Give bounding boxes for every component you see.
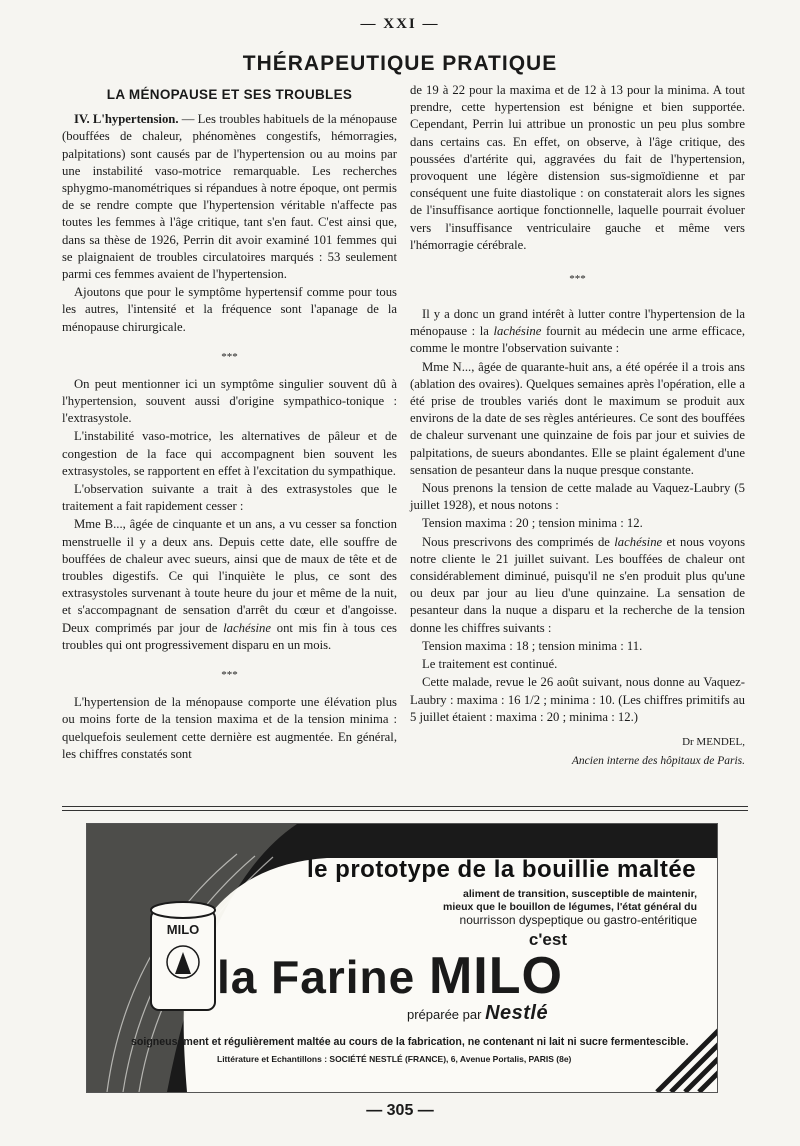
paragraph: Ajoutons que pour le symptôme hypertensif comme pour tous les autres, l'intensité et la fréquence sont l'apanage de la ménopause chirurgicale. xyxy=(62,285,397,334)
paragraph: L'observation suivante a trait à des extrasystoles que le traitement a fait rapidement cesser : xyxy=(62,482,397,514)
paragraph: Tension maxima : 20 ; tension minima : 12. xyxy=(422,516,643,531)
paragraph: L'hypertension de la ménopause comporte une élévation plus ou moins forte de la tension maxima et de la tension minima : quelquefois seulement cette dernière est augmentée. En général, les chiffres constatés sont xyxy=(62,695,397,761)
paragraph xyxy=(410,306,745,358)
prepared-by-label: préparée par xyxy=(407,1007,486,1022)
paragraph: Le traitement est continué. xyxy=(422,657,558,672)
paragraph: L'instabilité vaso-motrice, les alternatives de pâleur et de congestion de la face qui accompagnent bien souvent les extrasystoles, se rapportent en effet à l'excitation du sympathique. xyxy=(62,429,397,478)
paragraph-text: Mme B..., âgée de cinquante et un ans, a vu cesser sa fonction menstruelle il y a deux ans. Depuis cette date, elle souffre de bouffées de chaleur avec sueurs, ainsi que de maux de tête et de troubles digestifs. Ce qui l'inquiète le plus, ce sont des extrasystoles survenant à toute heure du jour et même de la nuit, et s'accompagnant de sensation d'arrêt du cœur et d'angoisse. Deux comprimés par jour de xyxy=(62,517,397,635)
ad-slogan: le prototype de la bouillie maltée xyxy=(307,856,697,883)
author-title: Ancien interne des hôpitaux de Paris. xyxy=(571,755,745,768)
ad-footer-text: soigneusement et régulièrement maltée au cours de la fabrication, ne contenant ni lait ni sucre fermentescible. xyxy=(131,1036,689,1048)
paragraph: Mme N..., âgée de quarante-huit ans, a été opérée il a trois ans (ablation des ovaires). Quelques semaines après l'opération, elle a été prise de troubles variés dont le maximum se produit aux environs de la date de ses règles antérieures. Ce sont des bouffées de chaleur survenant une quinzaine de fois par jour et suivies de palpitations, de sueurs abondantes. Elle se plaint également d'une sensation de pesanteur dans la nuque presque constante. xyxy=(410,359,745,477)
journal-title: THÉRAPEUTIQUE PRATIQUE xyxy=(242,52,558,75)
divider xyxy=(62,806,748,807)
paragraph-text: Il y a donc un grand intérêt à lutter contre l'hypertension de la ménopause : la xyxy=(410,307,745,339)
ad-description-line: mieux que le bouillon de légumes, l'état général du xyxy=(443,901,697,913)
paragraph xyxy=(410,534,745,637)
section-heading: IV. L'hypertension. xyxy=(74,112,179,127)
paragraph: Cette malade, revue le 26 août suivant, nous donne au Vaquez-Laubry : maxima : 16 1/2 ; minima : 10. (Les chiffres primitifs au 5 juillet étaient : maxima : 20 ; minima : 12.) xyxy=(410,675,745,724)
section-separator: *** xyxy=(221,669,238,682)
article-right-column xyxy=(410,82,745,770)
divider xyxy=(62,810,748,811)
paragraph-text: fournit au médecin une arme efficace, comme le montre l'observation suivante : xyxy=(410,324,745,356)
article-title: LA MÉNOPAUSE ET SES TROUBLES xyxy=(106,87,353,102)
page-number-roman: — XXI — xyxy=(360,16,440,32)
paragraph xyxy=(62,516,397,654)
drug-name: lachésine xyxy=(223,620,272,635)
paragraph-text: Nous prescrivons des comprimés de xyxy=(422,534,615,549)
ad-cest: c'est xyxy=(528,930,567,949)
ad-product-name xyxy=(217,946,563,1006)
section-separator: *** xyxy=(221,350,238,363)
drug-name: lachésine xyxy=(493,324,542,339)
tin-label: MILO xyxy=(166,922,200,937)
ad-manufacturer: Nestlé xyxy=(485,1002,549,1024)
page-number: — 305 — xyxy=(366,1102,434,1119)
paragraph-text: et nous voyons notre cliente le 21 juillet suivant. Les bouffées de chaleur ont considérablement diminué, puisqu'il ne s'en produit plus qu'une ou deux par jour au lieu d'une quinzaine. La sensation de pesanteur dans la nuque a disparu et la recherche de la tension donne les chiffres suivants : xyxy=(410,534,745,635)
ad-description-line: aliment de transition, susceptible de maintenir, xyxy=(463,888,697,900)
ad-prepared-by xyxy=(407,1002,548,1025)
ad-contact-text: Littérature et Echantillons : SOCIÉTÉ NESTLÉ (FRANCE), 6, Avenue Portalis, PARIS (8e) xyxy=(217,1054,572,1064)
paragraph xyxy=(62,111,397,283)
paragraph: de 19 à 22 pour la maxima et de 12 à 13 pour la minima. A tout prendre, cette hypertension est bénigne et bien supportée. Cependant, Perrin lui attribue un pronostic un peu plus sombre dans certains cas. En effet, on observe, à l'âge critique, des poussées d'artérite qui, aggravées du fait de l'hypertension, provoquent une légère distension sus-sigmoïdienne et par conséquent une fuite diastolique : on constaterait alors les signes de l'insuffisance aortique fonctionnelle, laquelle pourrait évoluer vers l'insuffisance ventriculaire gauche et même vers l'hémorragie cérébrale. xyxy=(410,83,745,252)
paragraph: On peut mentionner ici un symptôme singulier souvent dû à l'hypertension, souvent aussi d'origine sympathico-tonique : l'extrasystole. xyxy=(62,376,397,426)
advertisement xyxy=(86,823,718,1093)
paragraph-text: ont mis fin à tous ces troubles qui ont progressivement disparu en un mois. xyxy=(62,620,397,652)
drug-name: lachésine xyxy=(614,534,663,549)
paragraph-text: — Les troubles habituels de la ménopause (bouffées de chaleur, phénomènes congestifs, hémorragies, palpitations) sont causés par de l'hypertension ou au moins par une instabilité vaso-motrice remarquable. Les recherches sphygmo-manométriques si répandues à notre époque, ont permis de se rendre compte que l'hypertension véritable n'affecte pas toutes les femmes à l'âge critique, tant s'en faut. C'est ainsi que, dans sa thèse de 1926, Perrin dit avoir examiné 101 femmes qui se plaignaient de troubles circulatoires marqués : 53 seulement parmi ces femmes avaient de l'hypertension. xyxy=(62,112,397,282)
article-left-column xyxy=(62,84,397,764)
paragraph: Nous prenons la tension de cette malade au Vaquez-Laubry (5 juillet 1928), et nous notons : xyxy=(410,481,745,513)
ad-description-line: nourrisson dyspeptique ou gastro-entéritique xyxy=(459,913,697,927)
author-signature: Dr MENDEL, xyxy=(682,735,745,748)
product-prefix: la Farine xyxy=(217,951,429,1003)
milo-tin-icon xyxy=(143,896,223,1016)
section-separator: *** xyxy=(569,273,586,286)
paragraph: Tension maxima : 18 ; tension minima : 11. xyxy=(422,638,643,653)
product-brand-name: MILO xyxy=(428,947,563,1005)
ad-description xyxy=(397,888,697,927)
